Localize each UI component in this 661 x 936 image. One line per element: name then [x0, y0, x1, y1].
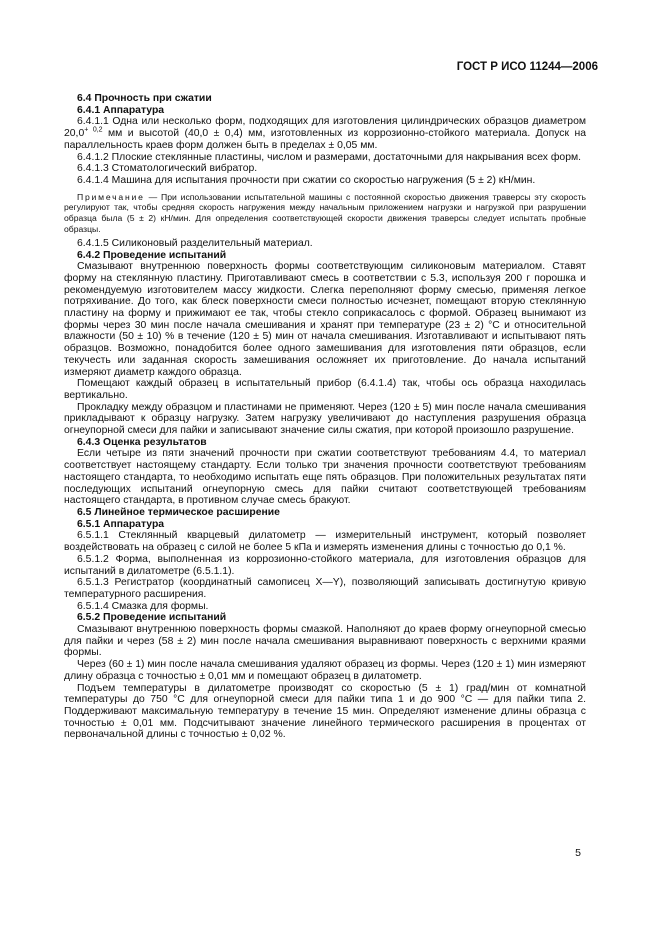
- para-6-4-1-4: 6.4.1.4 Машина для испытания прочности при сжатии со скоростью нагружения (5 ± 2) кН/мин.: [77, 174, 536, 186]
- para-6-5-1-1: 6.5.1.1 Стеклянный кварцевый дилатометр — измерительный инструмент, который позволяет воздействовать на образец с силой не более 5 кПа и измерять изменения длины с точностью до 0,1 %.: [64, 530, 586, 554]
- section-6-5-2-title: 6.5.2 Проведение испытаний: [77, 612, 227, 624]
- para-6-4-1-3: 6.4.1.3 Стоматологический вибратор.: [77, 163, 258, 175]
- para-6-4-1-5: 6.4.1.5 Силиконовый разделительный материал.: [77, 237, 313, 249]
- para-6-4-2-2: Помещают каждый образец в испытательный прибор (6.4.1.4) так, чтобы ось образца находилась вертикально.: [64, 378, 586, 401]
- para-6-4-2-1: Смазывают внутреннюю поверхность формы соответствующим силиконовым материалом. Ставят форму на стеклянную пластину. Приготавливают смесь в соответствии с 5.3, используя 200 г порошка и рекомендуемую изготовителем массу жидкости. Слегка переполняют форму смесью, применяя легкое потряхивание. До того, как блеск поверхности смеси полностью исчезнет, помещают вторую стеклянную пластину на форму и прижимают ее так, чтобы стекло соприкасалось с формой. Образец вынимают из формы через 30 мин после начала смешивания и хранят при температуре (23 ± 2) °С и относительной влажности (50 ± 10) % в течение (120 ± 5) мин от начала смешивания. Изготавливают и испытывают пять образцов. Возможно, понадобится более одного замешивания для изготовления пяти образцов, если текучесть или заданная скорость замешивания осложняет их приготовление. До начала испытаний измеряют диаметр каждого образца.: [64, 261, 586, 378]
- note-text: — При использовании испытательной машины с постоянной скоростью движения траверсы эту скорость регулируют так, чтобы средняя скорость нагружения между начальным приложением нагрузки и нагрузкой при разрушении образца была (5 ± 2) кН/мин. Для определения соответствующей скорости движения траверсы следует испытать пробные образцы.: [64, 191, 586, 235]
- document-code-header: ГОСТ Р ИСО 11244—2006: [456, 61, 598, 73]
- section-6-4-1-title: 6.4.1 Аппаратура: [77, 104, 165, 116]
- page-number: 5: [575, 847, 581, 859]
- para-6-5-1-3: 6.5.1.3 Регистратор (координатный самописец X—Y), позволяющий записывать достигнутую кривую температурного расширения.: [64, 577, 586, 600]
- para-6-5-2-2: Через (60 ± 1) мин после начала смешивания удаляют образец из формы. Через (120 ± 1) мин измеряют длину образца с точностью ± 0,01 мм и помещают образец в дилатометр.: [64, 659, 586, 682]
- para-6-4-1-1: 6.4.1.1 Одна или несколько форм, подходящих для изготовления цилиндрических образцов диаметром $20,0^{+ 0,2}$ мм и высотой (40,0 ± 0,4) мм, изготовленных из коррозионно-стойкого материала. Допуск на параллельность краев форм должен быть в пределах ± 0,05 мм.: [64, 116, 586, 151]
- para-6-4-3: Если четыре из пяти значений прочности при сжатии соответствуют требованиям 4.4, то материал соответствует настоящему стандарту. Если только три значения прочности соответствуют требованиям настоящего стандарта, то необходимо испытать еще пять образцов. При положительных результатах пяти последующих испытаний огнеупорную смесь для пайки считают соответствующей требованиям настоящего стандарта, в противном случае смесь бракуют.: [64, 448, 586, 507]
- para-6-4-2-3: Прокладку между образцом и пластинами не применяют. Через (120 ± 5) мин после начала смешивания прикладывают к образцу нагрузку. Затем нагрузку увеличивают до наступления разрушения образца огнеупорной смеси для пайки и записывают значение силы сжатия, при которой произошло разрушение.: [64, 401, 586, 437]
- section-6-4-2-title: 6.4.2 Проведение испытаний: [77, 249, 227, 261]
- note-paragraph: [64, 192, 586, 235]
- para-6-5-2-3: Подъем температуры в дилатометре производят со скоростью (5 ± 1) град/мин от комнатной температуры до 750 °С для огнеупорной смеси для пайки типа 1 и до 900 °С — для пайки типа 2. Поддерживают максимальную температуру в течение 15 мин. Определяют изменение длины образца с точностью ± 0,01 мм. Подсчитывают значение линейного термического расширения в процентах от первоначальной длины с точностью ± 0,02 %.: [64, 682, 586, 741]
- section-6-5-title: 6.5 Линейное термическое расширение: [77, 506, 280, 518]
- note-label: Примечание: [77, 191, 145, 202]
- para-6-5-2-1: Смазывают внутреннюю поверхность формы смазкой. Наполняют до краев форму огнеупорной смесью для пайки и через (58 ± 2) мин после начала смешивания выравнивают поверхность с верхними краями формы.: [64, 624, 586, 659]
- section-6-5-1-title: 6.5.1 Аппаратура: [77, 518, 165, 530]
- section-6-4-title: 6.4 Прочность при сжатии: [77, 93, 212, 104]
- para-6-5-1-4: 6.5.1.4 Смазка для формы.: [77, 600, 209, 612]
- tolerance-superscript: + 0,2: [84, 126, 103, 134]
- section-6-4-3-title: 6.4.3 Оценка результатов: [77, 436, 207, 448]
- document-body: [64, 93, 586, 741]
- para-6-5-1-2: 6.5.1.2 Форма, выполненная из коррозионно-стойкого материала, для изготовления образцов для испытаний в дилатометре (6.5.1.1).: [64, 553, 586, 577]
- para-6-4-1-2: 6.4.1.2 Плоские стеклянные пластины, числом и размерами, достаточными для накрывания всех форм.: [77, 151, 582, 163]
